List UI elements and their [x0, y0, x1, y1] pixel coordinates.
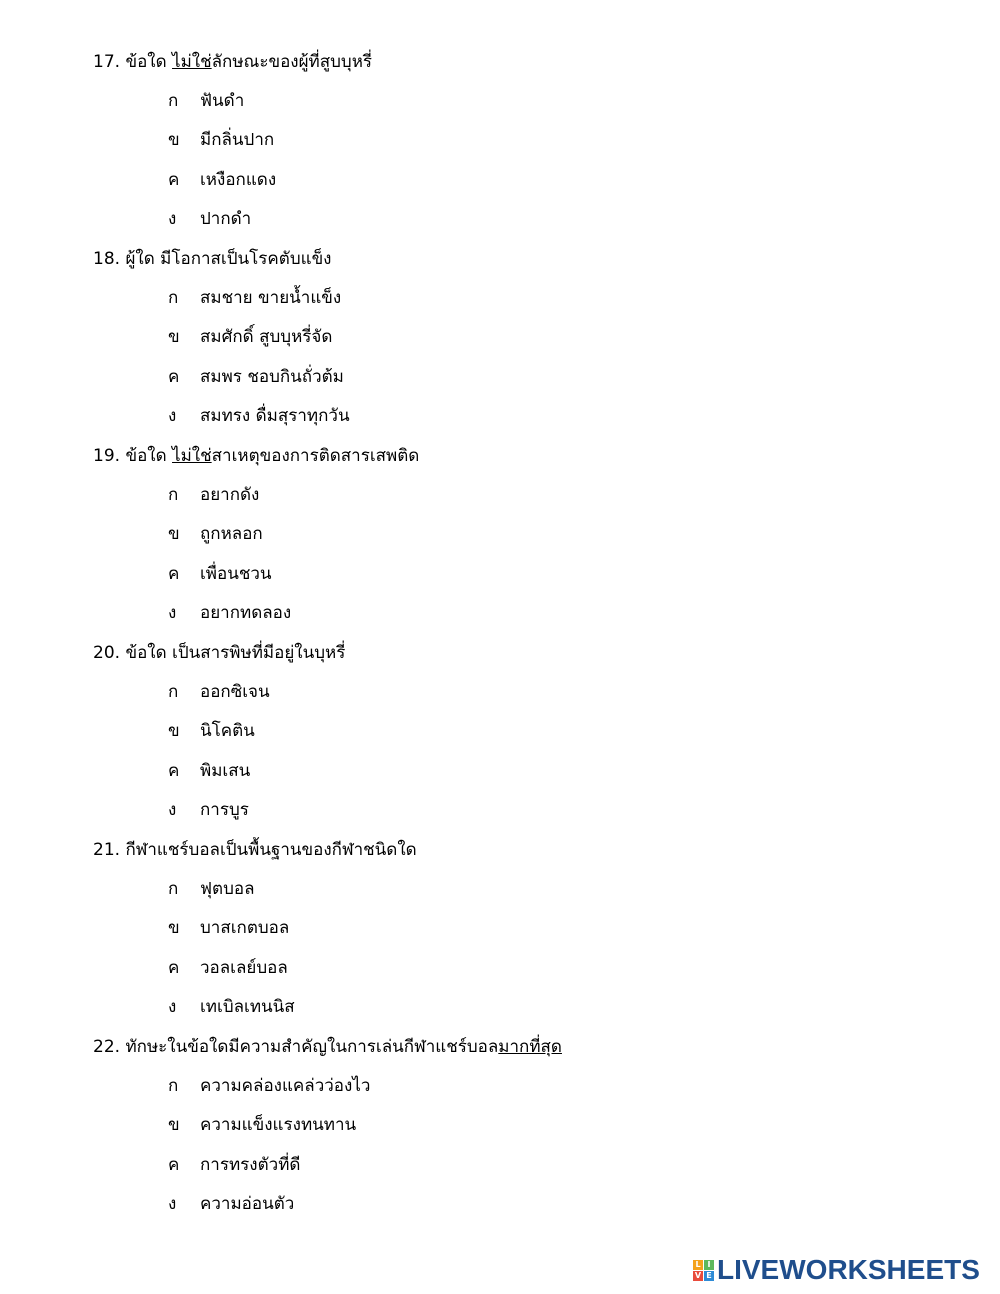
option-letter: ค: [168, 170, 180, 190]
option-22-c[interactable]: [168, 1154, 300, 1176]
question-20: [93, 642, 345, 664]
logo-mark-tile: I: [704, 1260, 714, 1270]
option-text: ความอ่อนตัว: [200, 1194, 295, 1214]
option-20-a[interactable]: [168, 681, 270, 703]
option-18-d[interactable]: [168, 405, 350, 427]
option-letter: ค: [168, 761, 180, 781]
option-20-b[interactable]: [168, 720, 255, 742]
option-letter: ก: [168, 682, 179, 702]
option-22-a[interactable]: [168, 1075, 370, 1097]
logo-mark-tile: E: [704, 1271, 714, 1281]
logo-mark-tile: L: [693, 1260, 703, 1270]
option-text: เทเบิลเทนนิส: [200, 997, 295, 1017]
question-text-after: สาเหตุของการติดสารเสพติด: [211, 446, 420, 466]
question-text-before: ข้อใด เป็นสารพิษที่มีอยู่ในบุหรี่: [125, 643, 346, 663]
question-22: [93, 1036, 562, 1058]
option-21-b[interactable]: [168, 917, 289, 939]
option-text: อยากดัง: [200, 485, 260, 505]
option-20-c[interactable]: [168, 760, 250, 782]
question-number: 22.: [93, 1037, 121, 1057]
option-text: วอลเลย์บอล: [200, 958, 288, 978]
question-text-before: ผู้ใด มีโอกาสเป็นโรคตับแข็ง: [125, 249, 332, 269]
question-text-underlined: ไม่ใช่: [172, 446, 212, 466]
option-text: ออกซิเจน: [200, 682, 270, 702]
option-18-c[interactable]: [168, 366, 344, 388]
option-text: ฟันดำ: [200, 91, 245, 111]
option-letter: ค: [168, 1155, 180, 1175]
question-text-underlined: มากที่สุด: [498, 1037, 562, 1057]
option-17-c[interactable]: [168, 169, 276, 191]
option-letter: ข: [168, 721, 180, 741]
option-text: สมทรง ดื่มสุราทุกวัน: [200, 406, 350, 426]
option-text: เพื่อนชวน: [200, 564, 272, 584]
option-17-b[interactable]: [168, 129, 274, 151]
logo-mark-icon: [693, 1260, 714, 1281]
option-text: ปากดำ: [200, 209, 252, 229]
option-letter: ง: [168, 603, 177, 623]
option-text: นิโคติน: [200, 721, 255, 741]
option-letter: ค: [168, 958, 180, 978]
logo-mark-tile: V: [694, 1270, 702, 1280]
question-text-before: ข้อใด: [125, 52, 173, 72]
question-text-underlined: ไม่ใช่: [172, 52, 212, 72]
question-number: 19.: [93, 446, 121, 466]
option-letter: ง: [168, 1194, 177, 1214]
option-letter: ข: [168, 1115, 180, 1135]
option-22-b[interactable]: [168, 1114, 356, 1136]
option-19-c[interactable]: [168, 563, 272, 585]
option-21-a[interactable]: [168, 878, 255, 900]
question-21: [93, 839, 417, 861]
option-text: สมชาย ขายน้ำแข็ง: [200, 288, 342, 308]
question-number: 18.: [93, 249, 121, 269]
option-18-b[interactable]: [168, 326, 332, 348]
option-letter: ค: [168, 367, 180, 387]
option-text: การทรงตัวที่ดี: [200, 1155, 301, 1175]
question-17: [93, 51, 372, 73]
option-20-d[interactable]: [168, 799, 249, 821]
logo-text: LIVEWORKSHEETS: [717, 1254, 980, 1285]
option-text: ฟุตบอล: [200, 879, 255, 899]
option-18-a[interactable]: [168, 287, 341, 309]
option-19-d[interactable]: [168, 602, 291, 624]
question-19: [93, 445, 419, 467]
option-21-d[interactable]: [168, 996, 295, 1018]
option-17-a[interactable]: [168, 90, 244, 112]
option-letter: ง: [168, 997, 177, 1017]
question-18: [93, 248, 332, 270]
question-text-before: ข้อใด: [125, 446, 173, 466]
option-text: สมพร ชอบกินถั่วต้ม: [200, 367, 344, 387]
option-letter: ก: [168, 1076, 179, 1096]
option-letter: ก: [168, 288, 179, 308]
option-text: การบูร: [200, 800, 249, 820]
option-letter: ก: [168, 485, 179, 505]
option-text: สมศักดิ์ สูบบุหรี่จัด: [200, 327, 333, 347]
option-letter: ข: [168, 918, 180, 938]
option-text: พิมเสน: [200, 761, 251, 781]
option-letter: ง: [168, 800, 177, 820]
question-number: 17.: [93, 52, 121, 72]
question-text-after: ลักษณะของผู้ที่สูบบุหรี่: [211, 52, 373, 72]
option-letter: ข: [168, 130, 180, 150]
option-letter: ก: [168, 91, 179, 111]
option-text: เหงือกแดง: [200, 170, 277, 190]
option-22-d[interactable]: [168, 1193, 294, 1215]
option-letter: ค: [168, 564, 180, 584]
question-text-before: กีฬาแชร์บอลเป็นพื้นฐานของกีฬาชนิดใด: [125, 840, 417, 860]
option-text: ความคล่องแคล่วว่องไว: [200, 1076, 371, 1096]
option-text: อยากทดลอง: [200, 603, 292, 623]
option-text: ถูกหลอก: [200, 524, 263, 544]
option-17-d[interactable]: [168, 208, 251, 230]
option-text: ความแข็งแรงทนทาน: [200, 1115, 357, 1135]
option-letter: ข: [168, 327, 180, 347]
question-number: 21.: [93, 840, 121, 860]
option-letter: ง: [168, 406, 177, 426]
option-letter: ง: [168, 209, 177, 229]
option-letter: ข: [168, 524, 180, 544]
option-19-a[interactable]: [168, 484, 259, 506]
question-number: 20.: [93, 643, 121, 663]
option-text: มีกลิ่นปาก: [200, 130, 275, 150]
liveworksheets-logo[interactable]: [693, 1255, 980, 1285]
option-21-c[interactable]: [168, 957, 288, 979]
option-19-b[interactable]: [168, 523, 263, 545]
option-letter: ก: [168, 879, 179, 899]
option-text: บาสเกตบอล: [200, 918, 290, 938]
question-text-before: ทักษะในข้อใดมีความสำคัญในการเล่นกีฬาแชร์บอล: [125, 1037, 499, 1057]
